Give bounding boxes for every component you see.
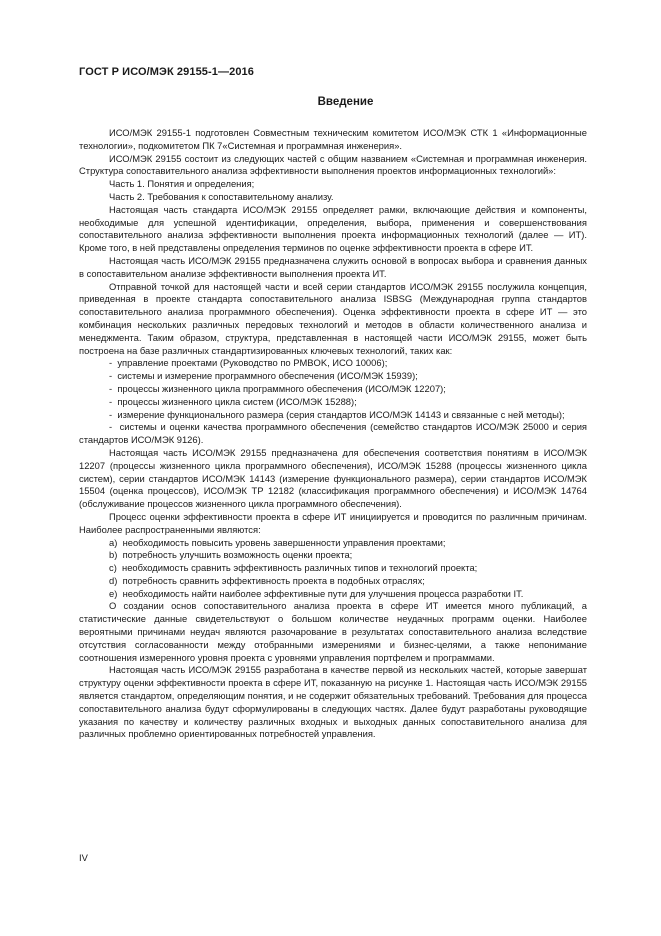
list-item [79,409,587,422]
paragraph: Настоящая часть ИСО/МЭК 29155 разработана в качестве первой из нескольких частей, которые завершат структуру оценки эффективности проекта в сфере ИТ, показанную на рисунке 1. Настоящая часть ИСО/МЭК 29155 является стандартом, определяющим понятия, и не содержит обязательных требований. Требования для процесса сопоставительного анализа будут сформулированы в следующих частях. Далее будут разработаны руководящие указания по качеству и количеству различных входных и выходных данных сопоставительного анализа для различных проблемно ориентированных потребностей управления. [79,664,587,740]
part-item: Часть 2. Требования к сопоставительному анализу. [109,190,334,202]
list-item-text: системы и оценки качества программного обеспечения (семейство стандартов ИСО/МЭК 25000 и серия стандартов ИСО/МЭК 9126). [79,421,588,446]
list-dash: - [109,382,113,394]
list-item-text: процессы жизненного цикла программного обеспечения (ИСО/МЭК 12207); [117,382,446,394]
list-item [79,421,587,447]
list-item [79,549,587,562]
paragraph: Настоящая часть ИСО/МЭК 29155 предназначена служить основой в вопросах выбора и сравнения данных в сопоставительном анализе эффективности выполнения проекта ИТ. [79,254,587,279]
list-item-text: измерение функционального размера (серия стандартов ИСО/МЭК 14143 и связанные с ней методы); [117,408,565,420]
list-item-text: потребность сравнить эффективность проекта в подобных отраслях; [122,574,425,586]
list-dash: - [109,357,113,369]
list-item [79,537,587,550]
list-marker: d) [109,574,118,586]
list-item-text: системы и измерение программного обеспечения (ИСО/МЭК 15939); [117,370,418,382]
list-item [79,575,587,588]
list-marker: c) [109,562,117,574]
list-item-text: необходимость найти наиболее эффективные пути для улучшения процесса разработки IT. [122,587,524,599]
list-marker: a) [109,536,118,548]
list-item-text: процессы жизненного цикла систем (ИСО/МЭК 15288); [117,395,357,407]
paragraph: О создании основ сопоставительного анализа проекта в сфере ИТ имеется много публикаций, а статистические данные свидетельствуют о большом количестве неудачных программ оценки. Наиболее вероятными причинами неудач являются разочарование в результатах сопоставительного анализа вследствие отсутствия согласованности между отобранными измерениями и бизнес-целями, а также непонимание соотношения измеренного уровня проекта с уровнями управления портфелем и программами. [79,600,587,663]
list-item-text: необходимость сравнить эффективность различных типов и технологий проекта; [122,562,478,574]
list-dash: - [109,421,113,433]
list-marker: b) [109,549,118,561]
document-code-header: ГОСТ Р ИСО/МЭК 29155-1—2016 [79,66,254,78]
list-item-text: потребность улучшить возможность оценки проекта; [122,549,353,561]
page-number: IV [79,852,88,863]
document-body [79,127,587,741]
list-dash: - [109,395,113,407]
list-item [79,562,587,575]
list-item-text: необходимость повысить уровень завершенности управления проектами; [122,536,446,548]
paragraph: Процесс оценки эффективности проекта в сфере ИТ инициируется и проводится по различным причинам. Наиболее распространенными являются: [79,510,587,535]
paragraph: Настоящая часть стандарта ИСО/МЭК 29155 определяет рамки, включающие действия и компоненты, необходимые для успешной идентификации, определения, выбора, применения и совершенствования сопоставительного анализа эффективности выполнения проекта информационных технологий (далее — ИТ). Кроме того, в ней представлены определения терминов по оценке эффективности проекта в сфере ИТ. [79,203,587,254]
list-item [79,383,587,396]
paragraph: ИСО/МЭК 29155 состоит из следующих частей с общим названием «Системная и программная инженерия. Структура сопоставительного анализа эффективности выполнения проектов информационных технологий»: [79,152,587,177]
list-dash: - [109,370,113,382]
paragraph: Отправной точкой для настоящей части и всей серии стандартов ИСО/МЭК 29155 послужила концепция, приведенная в проекте стандарта сопоставительного анализа ISBSG (Международная группа стандартов сопоставительного анализа программного обеспечения). Оценка эффективности проекта в сфере ИТ — это комбинация нескольких различных передовых технологий и методов в области количественного анализа и менеджмента. Таким образом, структура, представленная в настоящей части ИСО/МЭК 29155, может быть построена на базе различных стандартизированных ключевых технологий, таких как: [79,280,587,356]
list-item [79,396,587,409]
part-item: Часть 1. Понятия и определения; [109,178,255,190]
list-item [79,357,587,370]
list-item [79,370,587,383]
paragraph: ИСО/МЭК 29155-1 подготовлен Совместным техническим комитетом ИСО/МЭК СТК 1 «Информационные технологии», подкомитетом ПК 7«Системная и программная инженерия». [79,127,587,151]
list-dash: - [109,408,113,420]
list-item-text: управление проектами (Руководство по PMBOK, ИСО 10006); [117,357,388,369]
section-title: Введение [317,96,374,108]
list-marker: e) [109,587,118,599]
list-item [79,588,587,601]
paragraph: Настоящая часть ИСО/МЭК 29155 предназначена для обеспечения соответствия понятиям в ИСО/МЭК 12207 (процессы жизненного цикла программного обеспечения), ИСО/МЭК 15288 (процессы жизненного цикла систем), серии стандартов ИСО/МЭК 14143 (измерение функционального размера), серии стандартов ИСО/МЭК 15504 (оценка процессов), ИСО/МЭК ТР 12182 (классификация программного обеспечения) и ИСО/МЭК 14764 (обслуживание процессов жизненного цикла программного обеспечения). [79,446,587,510]
